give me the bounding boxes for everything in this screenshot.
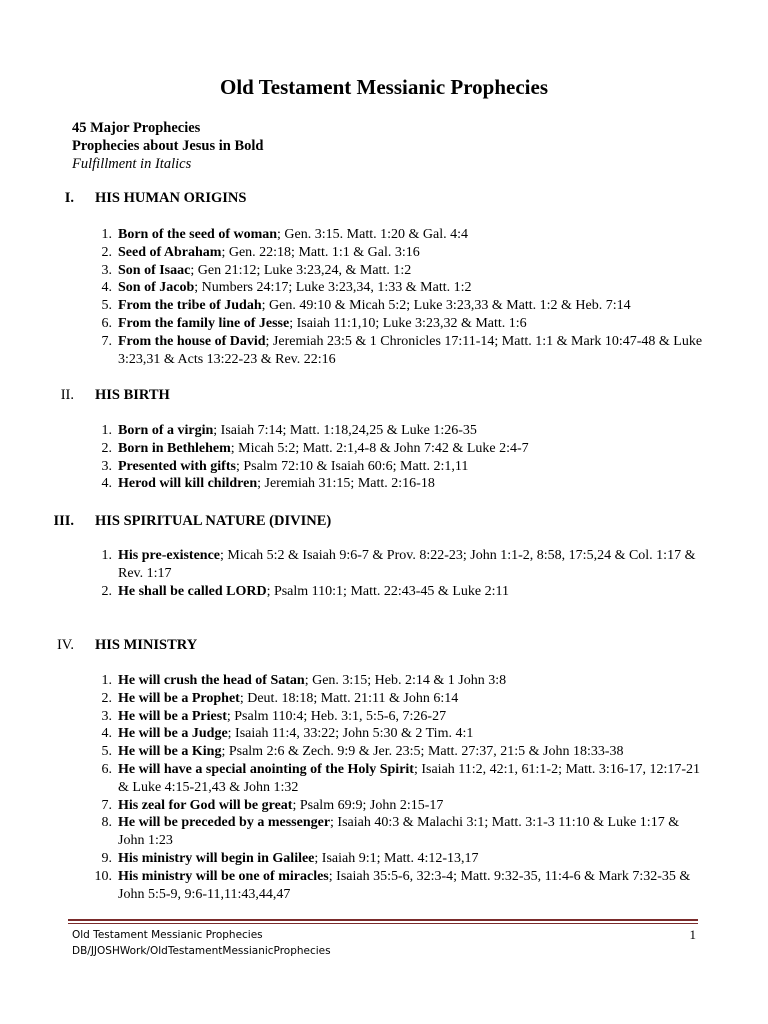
item-number: 5. bbox=[101, 744, 112, 760]
item-title: His ministry will be one of miracles bbox=[118, 868, 329, 884]
list-item bbox=[0, 297, 768, 315]
list-item bbox=[0, 690, 768, 708]
item-title: Born in Bethlehem bbox=[118, 440, 231, 456]
item-reference: ; Jeremiah 31:15; Matt. 2:16-18 bbox=[257, 476, 435, 492]
item-number: 3. bbox=[101, 458, 112, 474]
page-title: Old Testament Messianic Prophecies bbox=[219, 75, 549, 99]
item-reference: ; Psalm 69:9; John 2:15-17 bbox=[292, 797, 444, 813]
prophecy-list bbox=[0, 422, 768, 493]
list-item bbox=[0, 440, 768, 458]
item-title: Herod will kill children bbox=[118, 476, 258, 492]
item-number: 10. bbox=[94, 868, 112, 884]
item-number: 2. bbox=[101, 244, 112, 260]
list-item bbox=[0, 814, 768, 850]
item-title: Born of a virgin bbox=[118, 423, 214, 438]
item-reference: ; Numbers 24:17; Luke 3:23,34, 1:33 & Matt. 1:2 bbox=[194, 280, 472, 296]
item-reference: ; Gen. 3:15. Matt. 1:20 & Gal. 4:4 bbox=[277, 227, 468, 242]
prophecy-list bbox=[0, 226, 768, 368]
item-title: Seed of Abraham bbox=[118, 244, 222, 260]
item-number: 5. bbox=[101, 298, 112, 314]
item-number: 6. bbox=[101, 315, 112, 331]
footer-path: DB/JJOSHWork/OldTestamentMessianicProphecies bbox=[72, 945, 331, 957]
item-number: 1. bbox=[101, 673, 112, 688]
item-title: Born of the seed of woman bbox=[118, 227, 278, 242]
item-number: 9. bbox=[101, 850, 112, 866]
list-item bbox=[0, 226, 768, 244]
list-item bbox=[0, 797, 768, 815]
page-footer bbox=[72, 927, 698, 959]
item-number: 3. bbox=[101, 708, 112, 724]
item-title: His ministry will begin in Galilee bbox=[118, 850, 315, 866]
item-reference: ; Psalm 72:10 & Isaiah 60:6; Matt. 2:1,11 bbox=[235, 458, 469, 474]
item-title: His pre-existence bbox=[118, 548, 220, 563]
item-number: 2. bbox=[101, 690, 112, 706]
list-item bbox=[0, 761, 768, 797]
intro-line-count: 45 Major Prophecies bbox=[72, 120, 201, 136]
list-item bbox=[0, 868, 768, 904]
section-title: HIS HUMAN ORIGINS bbox=[95, 190, 247, 206]
item-number: 4. bbox=[101, 476, 112, 492]
list-item bbox=[0, 725, 768, 743]
item-title: He will be preceded by a messenger bbox=[118, 815, 331, 831]
item-title: He will crush the head of Satan bbox=[118, 673, 305, 688]
item-number: 8. bbox=[101, 815, 112, 831]
list-item bbox=[0, 708, 768, 726]
prophecy-list bbox=[0, 547, 768, 600]
list-item bbox=[0, 547, 768, 583]
list-item bbox=[0, 244, 768, 262]
item-reference: ; Isaiah 11:2, 42:1, 61:1-2; Matt. 3:16-17, 12:17-21 & Luke 4:15-21,43 & John 1:32 bbox=[118, 761, 701, 795]
item-reference: ; Gen. 3:15; Heb. 2:14 & 1 John 3:8 bbox=[304, 673, 507, 688]
item-reference: ; Jeremiah 23:5 & 1 Chronicles 17:11-14; Matt. 1:1 & Mark 10:47-48 & Luke 3:23,31 & Acts 13:22-23 & Rev. 22:16 bbox=[118, 333, 703, 367]
list-item bbox=[0, 583, 768, 601]
list-item bbox=[0, 850, 768, 868]
item-number: 3. bbox=[101, 262, 112, 278]
item-reference: ; Isaiah 11:4, 33:22; John 5:30 & 2 Tim. 4:1 bbox=[227, 726, 474, 742]
item-title: He will be a Priest bbox=[118, 708, 227, 724]
list-item bbox=[0, 458, 768, 476]
item-title: Son of Jacob bbox=[118, 280, 195, 296]
intro-line-italic-note: Fulfillment in Italics bbox=[72, 156, 192, 172]
list-item bbox=[0, 672, 768, 690]
list-item bbox=[0, 743, 768, 761]
item-title: His zeal for God will be great bbox=[118, 797, 293, 813]
section-number: IV. bbox=[56, 637, 74, 653]
item-reference: ; Micah 5:2 & Isaiah 9:6-7 & Prov. 8:22-23; John 1:1-2, 8:58, 17:5,24 & Col. 1:17 & Rev. 1:17 bbox=[118, 548, 696, 581]
footer-rule-thin bbox=[68, 923, 698, 924]
item-title: From the house of David bbox=[118, 333, 266, 349]
list-item bbox=[0, 333, 768, 369]
item-number: 7. bbox=[101, 333, 112, 349]
item-reference: ; Micah 5:2; Matt. 2:1,4-8 & John 7:42 & Luke 2:4-7 bbox=[230, 440, 529, 456]
section-number: III. bbox=[53, 513, 74, 529]
list-item bbox=[0, 262, 768, 280]
footer-rule bbox=[68, 919, 698, 921]
item-number: 1. bbox=[101, 548, 112, 563]
item-title: He will be a Judge bbox=[118, 726, 228, 742]
item-reference: ; Isaiah 35:5-6, 32:3-4; Matt. 9:32-35, 11:4-6 & Mark 7:32-35 & John 5:5-9, 9:6-11,11:43,44,47 bbox=[118, 868, 691, 902]
item-reference: ; Isaiah 40:3 & Malachi 3:1; Matt. 3:1-3 11:10 & Luke 1:17 & John 1:23 bbox=[118, 815, 680, 849]
section-title: HIS SPIRITUAL NATURE (DIVINE) bbox=[95, 513, 332, 529]
item-reference: ; Isaiah 9:1; Matt. 4:12-13,17 bbox=[314, 850, 479, 866]
item-number: 4. bbox=[101, 726, 112, 742]
item-number: 2. bbox=[101, 440, 112, 456]
list-item bbox=[0, 315, 768, 333]
item-number: 7. bbox=[101, 797, 112, 813]
section-title: HIS BIRTH bbox=[95, 387, 170, 403]
item-reference: ; Isaiah 11:1,10; Luke 3:23,32 & Matt. 1:6 bbox=[289, 315, 527, 331]
item-number: 2. bbox=[101, 583, 112, 599]
item-reference: ; Deut. 18:18; Matt. 21:11 & John 6:14 bbox=[239, 690, 459, 706]
item-reference: ; Psalm 2:6 & Zech. 9:9 & Jer. 23:5; Matt. 27:37, 21:5 & John 18:33-38 bbox=[221, 744, 624, 760]
list-item bbox=[0, 475, 768, 493]
section-number: I. bbox=[64, 190, 74, 206]
item-reference: ; Psalm 110:4; Heb. 3:1, 5:5-6, 7:26-27 bbox=[226, 708, 447, 724]
item-number: 6. bbox=[101, 761, 112, 777]
item-title: Presented with gifts bbox=[118, 458, 236, 474]
item-title: From the tribe of Judah bbox=[118, 298, 262, 314]
list-item bbox=[0, 422, 768, 440]
item-reference: ; Gen. 22:18; Matt. 1:1 & Gal. 3:16 bbox=[221, 244, 420, 260]
item-reference: ; Gen. 49:10 & Micah 5:2; Luke 3:23,33 & Matt. 1:2 & Heb. 7:14 bbox=[261, 298, 631, 314]
item-title: He will have a special anointing of the Holy Spirit bbox=[118, 761, 414, 777]
prophecy-list bbox=[0, 672, 768, 903]
item-title: Son of Isaac bbox=[118, 262, 191, 278]
list-item bbox=[0, 279, 768, 297]
intro-line-bold-note: Prophecies about Jesus in Bold bbox=[72, 138, 264, 154]
item-number: 1. bbox=[101, 423, 112, 438]
item-title: From the family line of Jesse bbox=[118, 315, 290, 331]
item-number: 1. bbox=[101, 227, 112, 242]
item-title: He shall be called LORD bbox=[118, 583, 267, 599]
item-reference: ; Gen 21:12; Luke 3:23,24, & Matt. 1:2 bbox=[190, 262, 412, 278]
section-title: HIS MINISTRY bbox=[95, 637, 198, 653]
footer-title: Old Testament Messianic Prophecies bbox=[72, 929, 263, 941]
item-number: 4. bbox=[101, 280, 112, 296]
section-number: II. bbox=[60, 387, 74, 403]
item-title: He will be a King bbox=[118, 744, 222, 760]
intro-block bbox=[72, 119, 264, 173]
item-reference: ; Isaiah 7:14; Matt. 1:18,24,25 & Luke 1:26-35 bbox=[213, 423, 477, 438]
item-reference: ; Psalm 110:1; Matt. 22:43-45 & Luke 2:11 bbox=[266, 583, 509, 599]
page-number: 1 bbox=[689, 927, 696, 942]
item-title: He will be a Prophet bbox=[118, 690, 240, 706]
